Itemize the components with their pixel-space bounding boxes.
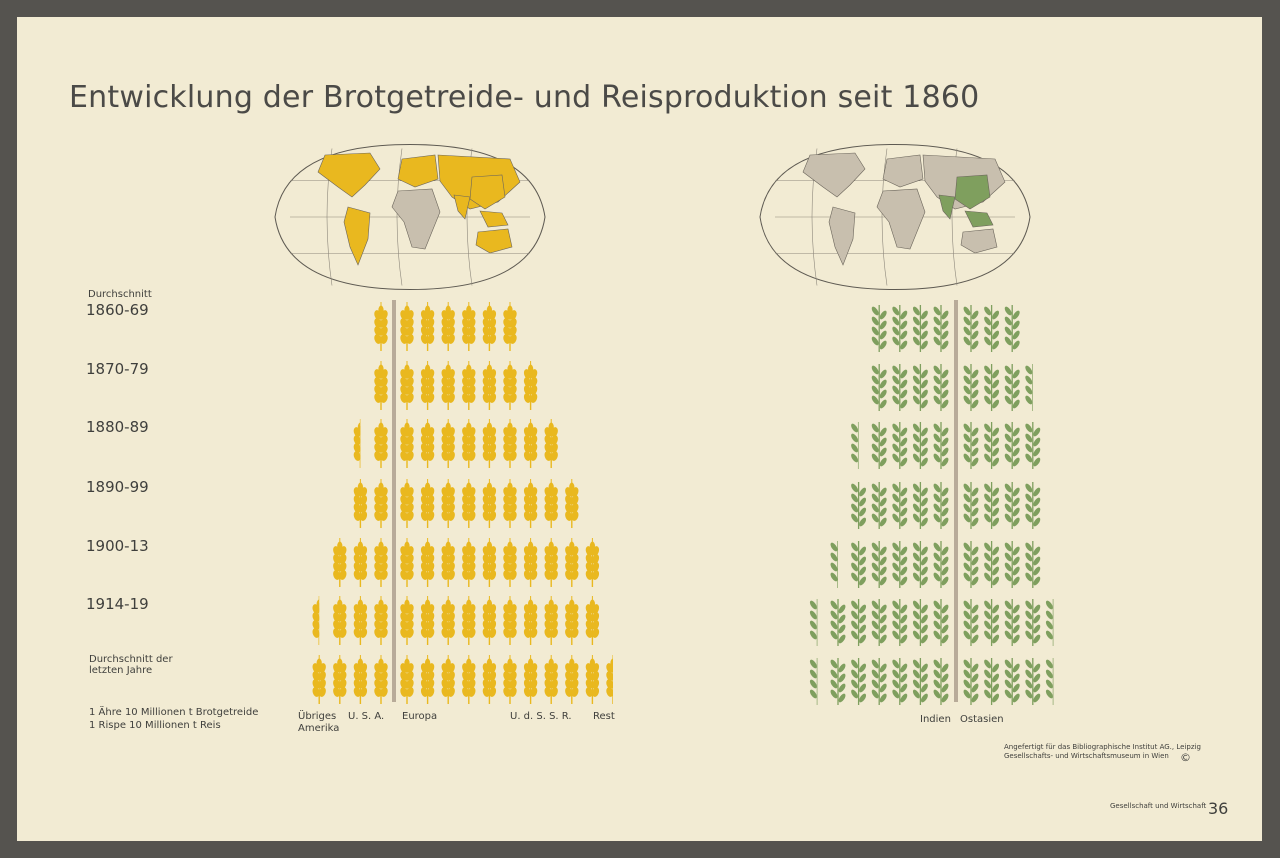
rice-panicle: [962, 658, 980, 705]
rice-panicle: [1024, 599, 1042, 646]
wheat-ear: [523, 479, 539, 528]
rice-panicle: [932, 364, 950, 411]
wheat-ear: [440, 479, 456, 528]
row-label: 1914-19: [86, 595, 149, 613]
row-label: 1860-69: [86, 301, 149, 319]
rice-panicle: [850, 422, 868, 469]
wheat-ear: [440, 302, 456, 351]
wheat-ear: [585, 655, 601, 704]
wheat-ear: [543, 479, 559, 528]
wheat-ear: [399, 655, 415, 704]
category-label: Europa: [402, 711, 438, 722]
wheat-ear: [523, 361, 539, 410]
wheat-ear: [502, 596, 518, 645]
wheat-ear: [482, 361, 498, 410]
rice-panicle: [1024, 541, 1042, 588]
rice-panicle: [932, 599, 950, 646]
rice-divider: [954, 300, 958, 702]
rice-panicle: [912, 422, 930, 469]
wheat-ear: [523, 538, 539, 587]
wheat-ear: [502, 302, 518, 351]
row-label: 1890-99: [86, 478, 149, 496]
rice-panicle: [1045, 658, 1063, 705]
wheat-ear: [399, 302, 415, 351]
category-label: Ostasien: [960, 714, 1004, 725]
wheat-ear: [420, 361, 436, 410]
wheat-ear: [399, 479, 415, 528]
rice-panicle: [983, 305, 1001, 352]
wheat-ear: [585, 538, 601, 587]
wheat-ear: [461, 655, 477, 704]
rice-panicle: [891, 658, 909, 705]
rice-panicle: [870, 364, 888, 411]
rice-panicle: [962, 305, 980, 352]
wheat-ear: [373, 302, 389, 351]
rice-panicle: [1003, 422, 1021, 469]
world-map-rice: [760, 145, 1030, 290]
chart-title: Entwicklung der Brotgetreide- und Reisproduktion seit 1860: [69, 80, 980, 115]
wheat-ear: [440, 419, 456, 468]
rice-panicle: [829, 658, 847, 705]
rice-panicle: [983, 658, 1001, 705]
category-label: Rest: [593, 711, 615, 722]
rice-panicle: [1024, 482, 1042, 529]
wheat-ear: [461, 419, 477, 468]
wheat-ear: [420, 655, 436, 704]
rice-panicle: [932, 305, 950, 352]
rice-panicle: [850, 482, 868, 529]
rice-panicle: [962, 599, 980, 646]
category-label: Übriges: [298, 711, 337, 722]
wheat-ear: [543, 419, 559, 468]
rice-panicle: [870, 658, 888, 705]
rice-panicle: [1045, 599, 1063, 646]
category-label: U. d. S. S. R.: [510, 711, 572, 722]
page-number: 36: [1208, 799, 1229, 818]
rice-panicle: [932, 541, 950, 588]
rice-panicle: [912, 482, 930, 529]
row-label: Durchschnitt der: [89, 654, 173, 665]
wheat-ear: [502, 655, 518, 704]
grain-divider: [392, 300, 396, 702]
rice-panicle: [983, 541, 1001, 588]
wheat-ear: [543, 655, 559, 704]
wheat-ear: [420, 302, 436, 351]
wheat-ear: [502, 361, 518, 410]
rice-panicle: [962, 482, 980, 529]
rice-panicle: [870, 482, 888, 529]
rice-panicle: [932, 482, 950, 529]
wheat-ear: [373, 361, 389, 410]
wheat-ear: [482, 302, 498, 351]
wheat-ear: [399, 361, 415, 410]
wheat-ear: [523, 655, 539, 704]
rice-panicle: [870, 541, 888, 588]
wheat-ear: [373, 419, 389, 468]
wheat-ear: [420, 479, 436, 528]
rice-panicle: [983, 364, 1001, 411]
rice-panicle: [1003, 482, 1021, 529]
wheat-ear: [502, 538, 518, 587]
credit-line-1: Angefertigt für das Bibliographische Institut AG., Leipzig: [1004, 743, 1201, 751]
category-label: Indien: [920, 714, 951, 725]
rice-panicle: [1003, 305, 1021, 352]
rice-panicle: [912, 658, 930, 705]
wheat-ear: [564, 655, 580, 704]
rice-panicle: [1024, 364, 1042, 411]
wheat-ear: [420, 596, 436, 645]
rice-panicle: [962, 422, 980, 469]
rice-panicle: [962, 541, 980, 588]
rice-panicle: [829, 541, 847, 588]
rice-panicle: [870, 422, 888, 469]
rice-panicle: [1003, 364, 1021, 411]
rice-panicle: [912, 364, 930, 411]
wheat-ear: [353, 479, 369, 528]
wheat-ear: [311, 655, 327, 704]
wheat-ear: [461, 361, 477, 410]
wheat-ear: [373, 538, 389, 587]
wheat-ear: [564, 479, 580, 528]
wheat-ear: [399, 596, 415, 645]
wheat-ear: [440, 538, 456, 587]
credit-line-2: Gesellschafts- und Wirtschaftsmuseum in Wien: [1004, 752, 1169, 760]
rice-panicle: [891, 422, 909, 469]
rice-panicle: [809, 599, 827, 646]
rice-panicle: [983, 422, 1001, 469]
wheat-ear: [482, 596, 498, 645]
wheat-ear: [311, 596, 327, 645]
wheat-ear: [440, 361, 456, 410]
rice-panicle: [891, 599, 909, 646]
wheat-ear: [440, 655, 456, 704]
wheat-ear: [353, 419, 369, 468]
wheat-ear: [353, 596, 369, 645]
rice-panicle: [829, 599, 847, 646]
rice-panicle: [1003, 599, 1021, 646]
rice-panicle: [912, 305, 930, 352]
copyright-mark: ©: [1180, 751, 1191, 764]
rice-panicle: [891, 541, 909, 588]
rice-panicle: [1024, 658, 1042, 705]
wheat-ear: [420, 538, 436, 587]
row-label: 1880-89: [86, 418, 149, 436]
rice-panicle: [1003, 658, 1021, 705]
rice-panicle: [983, 599, 1001, 646]
category-label: Amerika: [298, 723, 340, 734]
wheat-ear: [440, 596, 456, 645]
wheat-ear: [461, 302, 477, 351]
rice-panicle: [809, 658, 827, 705]
rice-panicle: [850, 658, 868, 705]
rice-panicle: [912, 541, 930, 588]
wheat-ear: [373, 596, 389, 645]
row-label: 1900-13: [86, 537, 149, 555]
wheat-ear: [543, 596, 559, 645]
rice-panicle: [891, 482, 909, 529]
legend-rice: 1 Rispe 10 Millionen t Reis: [89, 720, 221, 731]
rice-panicle: [912, 599, 930, 646]
rice-panicle: [870, 599, 888, 646]
rice-panicle: [850, 599, 868, 646]
wheat-ear: [461, 596, 477, 645]
wheat-ear: [523, 419, 539, 468]
wheat-ear: [482, 479, 498, 528]
legend-grain: 1 Ähre 10 Millionen t Brotgetreide: [89, 707, 259, 718]
row-label: 1870-79: [86, 360, 149, 378]
rice-panicle: [932, 658, 950, 705]
wheat-ear: [373, 655, 389, 704]
wheat-ear: [399, 419, 415, 468]
wheat-ear: [482, 419, 498, 468]
wheat-ear: [564, 538, 580, 587]
wheat-ear: [399, 538, 415, 587]
world-map-grain: [275, 145, 545, 290]
wheat-ear: [605, 655, 621, 704]
footer-series: Gesellschaft und Wirtschaft: [1110, 802, 1207, 810]
wheat-ear: [353, 538, 369, 587]
wheat-ear: [585, 596, 601, 645]
wheat-ear: [543, 538, 559, 587]
rice-panicle: [962, 364, 980, 411]
wheat-ear: [353, 655, 369, 704]
rice-panicle: [932, 422, 950, 469]
period-caption: Durchschnitt: [88, 289, 152, 300]
wheat-ear: [420, 419, 436, 468]
wheat-ear: [564, 596, 580, 645]
wheat-ear: [482, 538, 498, 587]
wheat-ear: [332, 538, 348, 587]
wheat-ear: [502, 419, 518, 468]
wheat-ear: [332, 655, 348, 704]
wheat-ear: [332, 596, 348, 645]
rice-panicle: [891, 305, 909, 352]
wheat-ear: [502, 479, 518, 528]
category-label: U. S. A.: [348, 711, 385, 722]
wheat-ear: [461, 479, 477, 528]
row-label: letzten Jahre: [89, 665, 153, 676]
rice-panicle: [850, 541, 868, 588]
rice-panicle: [870, 305, 888, 352]
rice-panicle: [1024, 422, 1042, 469]
wheat-ear: [523, 596, 539, 645]
rice-panicle: [983, 482, 1001, 529]
rice-panicle: [1003, 541, 1021, 588]
rice-panicle: [891, 364, 909, 411]
wheat-ear: [461, 538, 477, 587]
wheat-ear: [373, 479, 389, 528]
wheat-ear: [482, 655, 498, 704]
